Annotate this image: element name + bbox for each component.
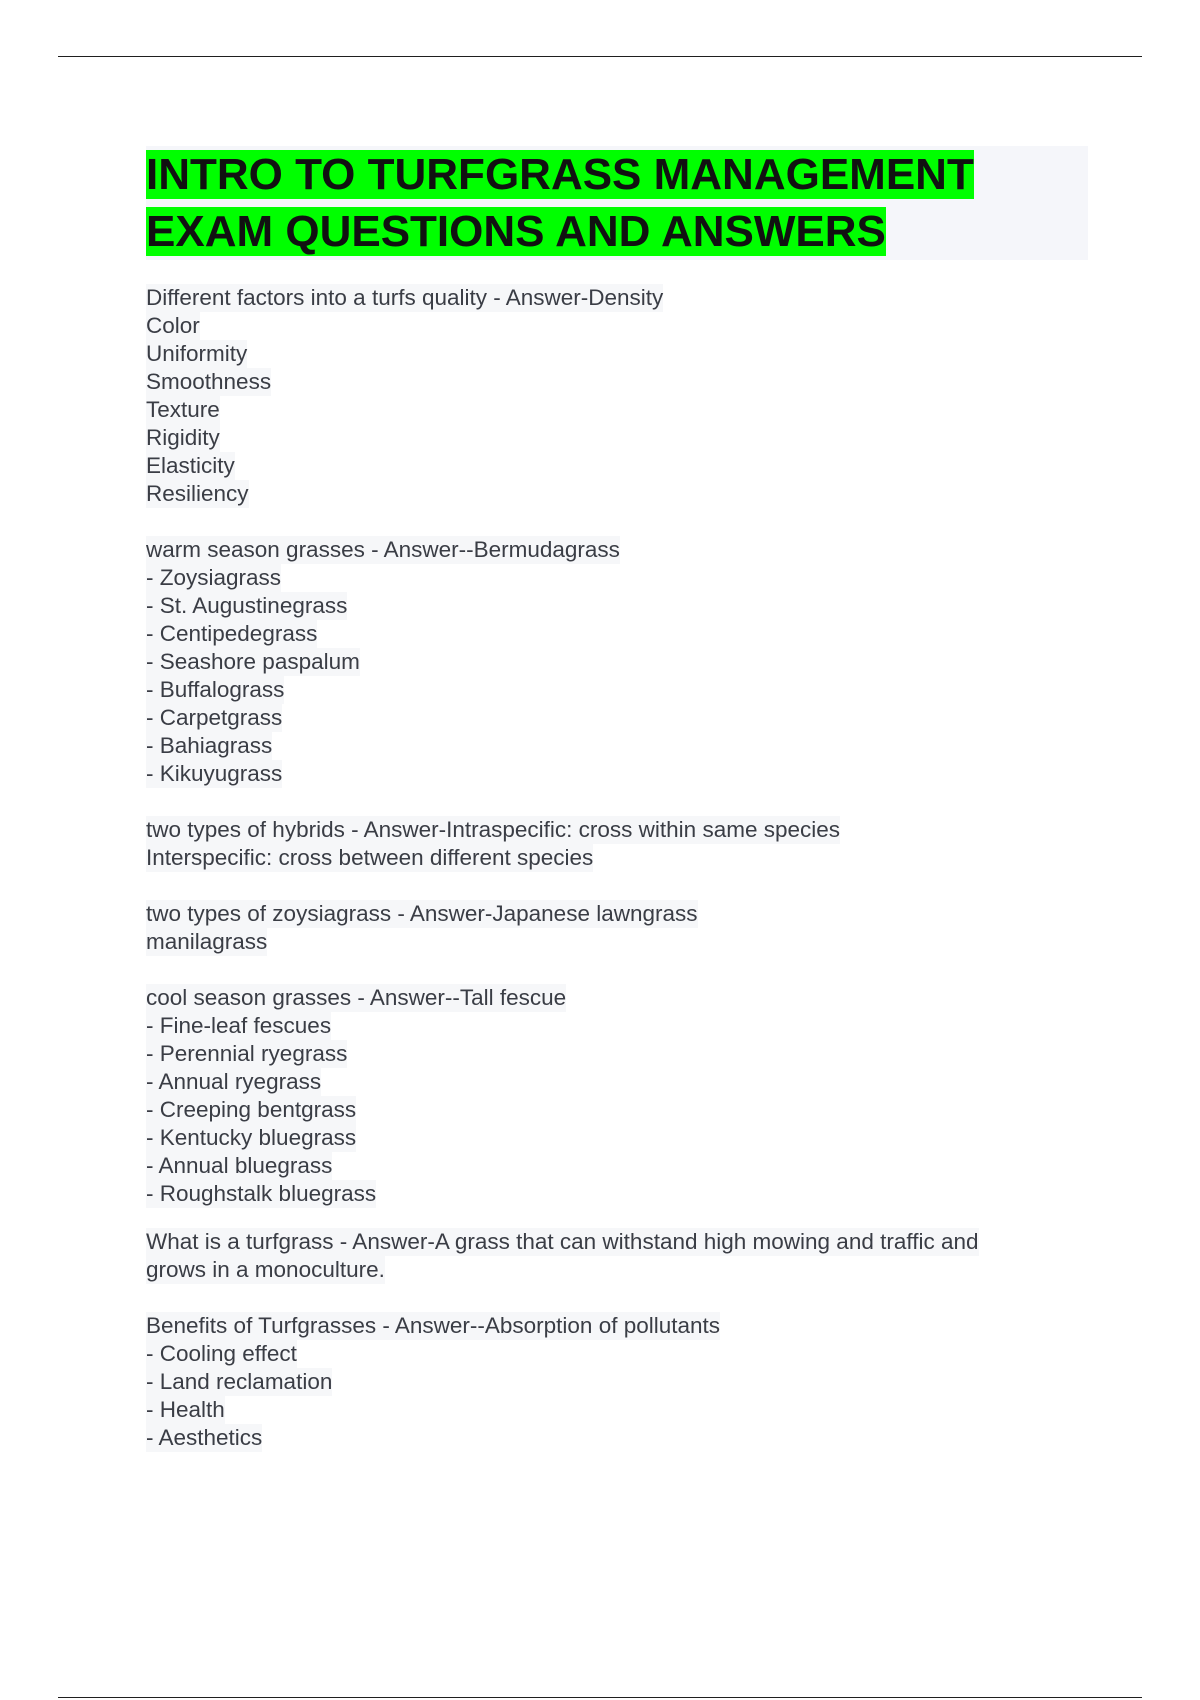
question-line: cool season grasses - Answer--Tall fescue <box>146 985 567 1010</box>
answer-line: - Health <box>146 1397 225 1422</box>
answer-line: - Annual bluegrass <box>146 1153 333 1178</box>
answer-line: Smoothness <box>146 369 272 394</box>
answer-line: Interspecific: cross between different species <box>146 845 594 870</box>
title-line-2: EXAM QUESTIONS AND ANSWERS <box>146 207 886 256</box>
answer-line: Uniformity <box>146 341 248 366</box>
answer-line: Color <box>146 313 200 338</box>
qa-item-zoysiagrass <box>146 900 1086 956</box>
answer-line: - Bahiagrass <box>146 733 273 758</box>
answer-line: - Aesthetics <box>146 1425 263 1450</box>
answer-line: - Seashore paspalum <box>146 649 360 674</box>
answer-line: - Fine-leaf fescues <box>146 1013 332 1038</box>
answer-line: - Cooling effect <box>146 1341 297 1366</box>
answer-line: - Perennial ryegrass <box>146 1041 348 1066</box>
answer-line: - Land reclamation <box>146 1369 333 1394</box>
qa-item-benefits <box>146 1312 1086 1452</box>
qa-item-cool-season <box>146 984 1086 1208</box>
answer-line: - Creeping bentgrass <box>146 1097 357 1122</box>
document-body <box>146 146 1086 1480</box>
question-line: two types of zoysiagrass - Answer-Japanese lawngrass <box>146 901 698 926</box>
answer-line: - Zoysiagrass <box>146 565 282 590</box>
document-title <box>146 146 1088 260</box>
title-line-1: INTRO TO TURFGRASS MANAGEMENT <box>146 150 974 199</box>
answer-line: - Buffalograss <box>146 677 285 702</box>
qa-item-warm-season <box>146 536 1086 788</box>
answer-line: - St. Augustinegrass <box>146 593 348 618</box>
question-line: Benefits of Turfgrasses - Answer--Absorption of pollutants <box>146 1313 721 1338</box>
answer-line: grows in a monoculture. <box>146 1257 385 1282</box>
answer-line: Texture <box>146 397 220 422</box>
answer-line: - Carpetgrass <box>146 705 283 730</box>
qa-item-hybrids <box>146 816 1086 872</box>
answer-line: - Annual ryegrass <box>146 1069 322 1094</box>
answer-line: Rigidity <box>146 425 220 450</box>
question-line: two types of hybrids - Answer-Intraspecific: cross within same species <box>146 817 841 842</box>
page-top-rule <box>58 56 1142 57</box>
answer-line: Resiliency <box>146 481 249 506</box>
answer-line: - Kikuyugrass <box>146 761 283 786</box>
qa-item-turf-quality <box>146 284 1086 508</box>
question-line: Different factors into a turfs quality - Answer-Density <box>146 285 664 310</box>
answer-line: - Roughstalk bluegrass <box>146 1181 377 1206</box>
qa-item-what-is-turfgrass <box>146 1228 1086 1284</box>
answer-line: Elasticity <box>146 453 235 478</box>
question-line: What is a turfgrass - Answer-A grass that can withstand high mowing and traffic and <box>146 1229 979 1254</box>
page-bottom-rule <box>58 1697 1142 1698</box>
answer-line: manilagrass <box>146 929 268 954</box>
question-line: warm season grasses - Answer--Bermudagrass <box>146 537 620 562</box>
answer-line: - Centipedegrass <box>146 621 318 646</box>
answer-line: - Kentucky bluegrass <box>146 1125 357 1150</box>
title-block <box>146 146 1088 260</box>
